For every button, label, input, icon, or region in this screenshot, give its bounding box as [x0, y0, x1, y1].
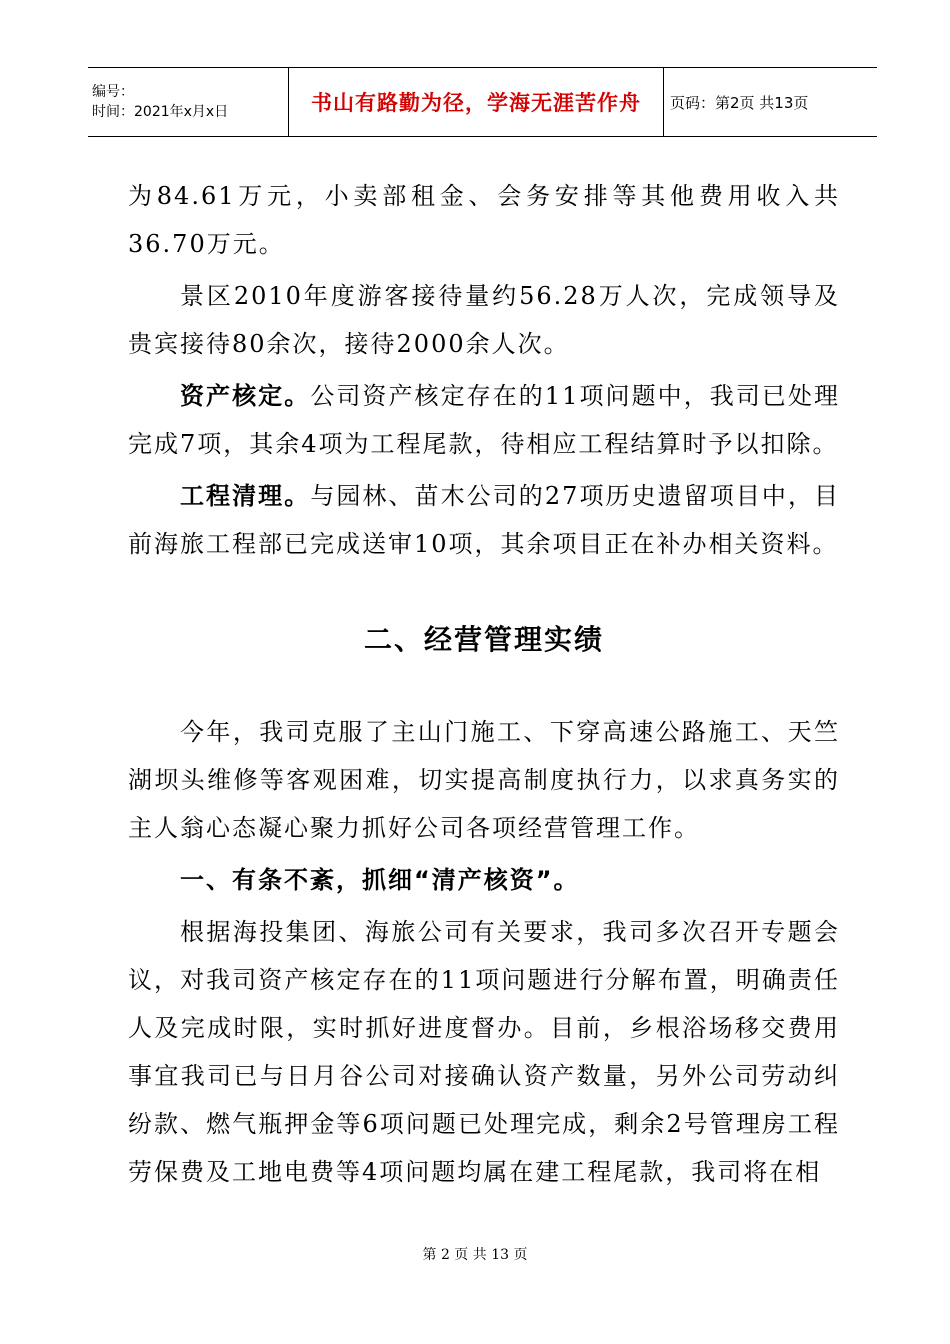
- header-motto-cell: [288, 68, 664, 136]
- header-time-label: 时间：2021年x月x日: [92, 104, 229, 120]
- paragraph-project-cleanup: [128, 472, 840, 568]
- page-footer: 第 2 页 共 13 页: [422, 1247, 528, 1263]
- header-meta: [88, 68, 288, 136]
- project-cleanup-lead: 工程清理。: [180, 482, 311, 510]
- paragraph-revenue: 为84.61万元，小卖部租金、会务安排等其他费用收入共36.70万元。: [128, 182, 840, 258]
- paragraph-visitors: 景区2010年度游客接待量约56.28万人次，完成领导及贵宾接待80余次，接待2000余人次。: [128, 282, 840, 358]
- header-page-label: 页码：第2页 共13页: [670, 93, 809, 112]
- asset-check-lead: 资产核定。: [180, 382, 311, 410]
- section-body: 根据海投集团、海旅公司有关要求，我司多次召开专题会议，对我司资产核定存在的11项问题进行分解布置，明确责任人及完成时限，实时抓好进度督办。目前，乡根浴场移交费用事宜我司已与日月谷公司对接确认资产数量，另外公司劳动纠纷款、燃气瓶押金等6项问题已处理完成，剩余2号管理房工程劳保费及工地电费等4项问题均属在建工程尾款，我司将在相: [128, 918, 840, 1186]
- sub-heading: [128, 856, 840, 904]
- document-body: [128, 172, 840, 1196]
- section-intro: 今年，我司克服了主山门施工、下穿高速公路施工、天竺湖坝头维修等客观困难，切实提高制度执行力，以求真务实的主人翁心态凝心聚力抓好公司各项经营管理工作。: [128, 718, 840, 842]
- sub-heading-text: 一、有条不紊，抓细“清产核资”。: [180, 866, 580, 894]
- asset-check-body: 公司资产核定存在的11项问题中，我司已处理完成7项，其余4项为工程尾款，待相应工程结算时予以扣除。: [128, 382, 841, 458]
- header-motto: 书山有路勤为径，学海无涯苦作舟: [311, 91, 641, 115]
- section-title: 二、经营管理实绩: [363, 623, 604, 656]
- page-header: [88, 67, 877, 137]
- header-page-cell: [664, 68, 877, 136]
- project-cleanup-body: 与园林、苗木公司的27项历史遗留项目中，目前海旅工程部已完成送审10项，其余项目正在补办相关资料。: [128, 482, 841, 558]
- header-number-label: 编号：: [92, 84, 134, 100]
- paragraph-asset-check: [128, 372, 840, 468]
